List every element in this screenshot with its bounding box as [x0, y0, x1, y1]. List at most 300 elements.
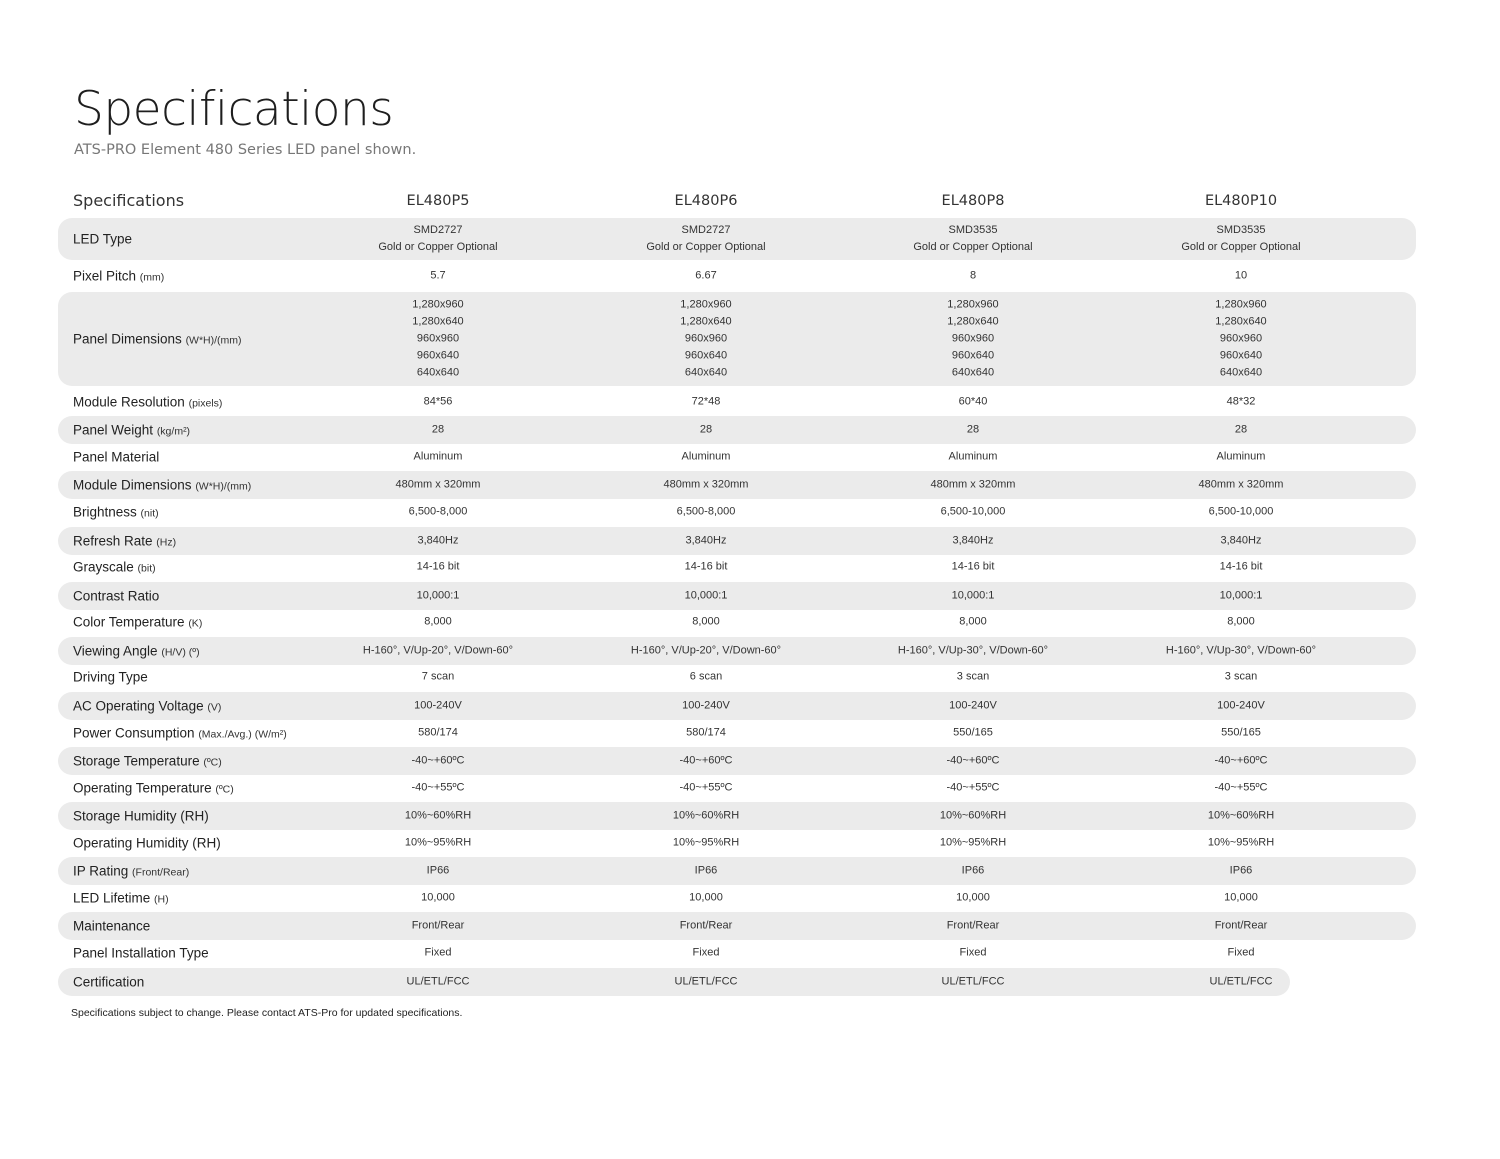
table-row — [58, 218, 1416, 260]
row-label-text: Grayscale — [73, 559, 138, 575]
row-label — [73, 644, 200, 659]
table-cell — [576, 890, 836, 907]
table-cell — [1111, 477, 1371, 494]
cell-value: UL/ETL/FCC — [674, 975, 738, 988]
cell-value: 10,000 — [1224, 891, 1258, 904]
table-cell — [843, 477, 1103, 494]
cell-value: -40~+55ºC — [411, 781, 465, 794]
row-label-text: Operating Humidity (RH) — [73, 835, 221, 851]
table-row — [58, 857, 1416, 885]
table-cell — [576, 780, 836, 797]
table-cell — [843, 725, 1103, 742]
row-label — [73, 505, 159, 520]
row-label — [73, 891, 169, 906]
cell-value: 3 scan — [1224, 670, 1258, 683]
cell-value: 14-16 bit — [684, 560, 728, 573]
row-label — [73, 615, 202, 630]
cell-value: H-160°, V/Up-30°, V/Down-60° — [1165, 644, 1317, 657]
table-cell — [843, 753, 1103, 770]
cell-value: Front/Rear — [946, 919, 1000, 932]
table-row — [58, 720, 1416, 746]
row-label-text: Certification — [73, 974, 145, 990]
table-cell — [1111, 725, 1371, 742]
cell-value: 10,000 — [689, 891, 723, 904]
table-row — [58, 416, 1416, 444]
row-label-text: Panel Material — [73, 449, 160, 465]
row-label — [73, 726, 287, 741]
cell-value: 28 — [699, 423, 713, 436]
table-cell — [843, 588, 1103, 605]
table-row — [58, 747, 1416, 775]
table-cell — [308, 808, 568, 825]
cell-value: 8,000 — [959, 615, 987, 628]
table-cell — [576, 504, 836, 521]
table-cell — [843, 698, 1103, 715]
table-cell — [576, 394, 836, 411]
cell-value: 580/174 — [418, 726, 458, 739]
cell-value: 3 scan — [956, 670, 990, 683]
cell-value: 10%~60%RH — [404, 809, 472, 822]
table-cell — [308, 725, 568, 742]
cell-value: 640x640 — [416, 366, 460, 379]
page-subtitle: ATS-PRO Element 480 Series LED panel shown. — [74, 142, 417, 158]
cell-value: 10,000:1 — [951, 589, 995, 602]
table-cell — [576, 698, 836, 715]
table-row — [58, 912, 1416, 940]
cell-value: 550/165 — [1221, 726, 1261, 739]
header-model: EL480P10 — [1204, 193, 1278, 209]
table-row — [58, 664, 1416, 690]
row-label-text: Maintenance — [73, 918, 151, 934]
table-cell — [308, 890, 568, 907]
table-cell — [308, 863, 568, 880]
cell-value: 14-16 bit — [951, 560, 995, 573]
table-row — [58, 499, 1416, 525]
row-label — [73, 809, 209, 824]
table-cell — [843, 559, 1103, 576]
table-cell — [1111, 533, 1371, 550]
row-label-unit: (ºC) — [215, 783, 234, 796]
table-cell — [308, 780, 568, 797]
table-cell — [1111, 945, 1371, 962]
table-cell — [843, 268, 1103, 285]
table-cell — [576, 422, 836, 439]
cell-value: 640x640 — [1219, 366, 1263, 379]
row-label — [73, 478, 251, 493]
table-cell — [843, 533, 1103, 550]
cell-value: 1,280x640 — [412, 315, 464, 328]
table-cell — [308, 559, 568, 576]
cell-value: Gold or Copper Optional — [646, 241, 766, 253]
cell-value: 10%~60%RH — [939, 809, 1007, 822]
row-label — [73, 332, 242, 347]
cell-value: 72*48 — [691, 395, 721, 408]
cell-value: -40~+55ºC — [946, 781, 1000, 794]
table-row — [58, 830, 1416, 856]
row-label — [73, 919, 150, 934]
cell-value: IP66 — [694, 864, 718, 877]
row-label — [73, 589, 159, 604]
row-label-text: Power Consumption — [73, 725, 199, 741]
footnote: Specifications subject to change. Please contact ATS-Pro for updated specifications. — [71, 1007, 463, 1019]
table-cell — [843, 780, 1103, 797]
cell-value: 10%~95%RH — [1207, 836, 1275, 849]
cell-value: H-160°, V/Up-20°, V/Down-60° — [630, 644, 782, 657]
table-cell — [1111, 835, 1371, 852]
cell-value: 960x640 — [684, 349, 728, 362]
table-cell — [308, 533, 568, 550]
row-label — [73, 670, 148, 685]
cell-value: 960x960 — [1219, 332, 1263, 345]
cell-value: Aluminum — [681, 450, 731, 463]
row-label-text: Storage Humidity (RH) — [73, 808, 209, 824]
row-label-text: Module Resolution — [73, 394, 189, 410]
cell-value: H-160°, V/Up-20°, V/Down-60° — [362, 644, 514, 657]
row-label-text: Refresh Rate — [73, 533, 157, 549]
table-cell — [308, 945, 568, 962]
table-cell — [308, 477, 568, 494]
cell-value: Gold or Copper Optional — [913, 241, 1033, 253]
cell-value: 6,500-8,000 — [408, 505, 468, 518]
spec-table-header — [58, 189, 1416, 213]
row-label-text: Storage Temperature — [73, 753, 204, 769]
cell-value: 100-240V — [949, 699, 997, 712]
cell-value: 1,280x960 — [1215, 298, 1267, 311]
table-cell — [1111, 918, 1371, 935]
table-row — [58, 802, 1416, 830]
row-label-text: Panel Dimensions — [73, 331, 186, 347]
cell-value: 10,000:1 — [1219, 589, 1263, 602]
table-cell — [843, 808, 1103, 825]
cell-value: SMD3535 — [1216, 224, 1266, 236]
cell-value: 480mm x 320mm — [930, 478, 1016, 491]
row-label — [73, 534, 176, 549]
table-cell — [1111, 863, 1371, 880]
table-row — [58, 554, 1416, 580]
cell-value: 8 — [969, 269, 977, 282]
table-row — [58, 471, 1416, 499]
table-cell — [576, 753, 836, 770]
cell-value: 10%~60%RH — [1207, 809, 1275, 822]
cell-value: 8,000 — [424, 615, 452, 628]
table-cell — [576, 614, 836, 631]
cell-value: 960x960 — [951, 332, 995, 345]
table-cell — [308, 297, 568, 382]
table-cell — [843, 863, 1103, 880]
table-cell — [308, 669, 568, 686]
table-cell — [1111, 669, 1371, 686]
cell-value: Fixed — [692, 946, 720, 959]
table-cell — [1111, 808, 1371, 825]
cell-value: 8,000 — [692, 615, 720, 628]
cell-value: 3,840Hz — [685, 534, 727, 547]
cell-value: 10%~60%RH — [672, 809, 740, 822]
cell-value: 8,000 — [1227, 615, 1255, 628]
cell-value: Aluminum — [948, 450, 998, 463]
cell-value: 100-240V — [682, 699, 730, 712]
table-cell — [1111, 222, 1371, 256]
cell-value: 3,840Hz — [1220, 534, 1262, 547]
table-cell — [1111, 559, 1371, 576]
row-label — [73, 754, 222, 769]
cell-value: 480mm x 320mm — [663, 478, 749, 491]
cell-value: 480mm x 320mm — [1198, 478, 1284, 491]
cell-value: 3,840Hz — [952, 534, 994, 547]
cell-value: SMD3535 — [948, 224, 998, 236]
table-cell — [1111, 268, 1371, 285]
table-cell — [1111, 504, 1371, 521]
row-label-unit: (pixels) — [188, 397, 223, 410]
table-cell — [843, 945, 1103, 962]
row-label — [73, 975, 144, 990]
table-cell — [1111, 422, 1371, 439]
cell-value: 550/165 — [953, 726, 993, 739]
row-label-unit: (H/V) (º) — [161, 646, 200, 659]
row-label-unit: (V) — [207, 701, 222, 714]
cell-value: -40~+60ºC — [411, 754, 465, 767]
cell-value: 10%~95%RH — [939, 836, 1007, 849]
cell-value: Fixed — [424, 946, 452, 959]
table-cell — [1111, 297, 1371, 382]
table-row — [58, 527, 1416, 555]
row-label-text: Panel Installation Type — [73, 945, 209, 961]
row-label-text: Brightness — [73, 504, 141, 520]
table-cell — [308, 753, 568, 770]
cell-value: 1,280x640 — [947, 315, 999, 328]
table-cell — [1111, 780, 1371, 797]
cell-value: IP66 — [426, 864, 450, 877]
table-cell — [843, 669, 1103, 686]
row-label-unit: (mm) — [139, 271, 165, 284]
table-cell — [576, 268, 836, 285]
row-label — [73, 232, 132, 247]
cell-value: 10,000:1 — [684, 589, 728, 602]
cell-value: 480mm x 320mm — [395, 478, 481, 491]
cell-value: 3,840Hz — [417, 534, 459, 547]
cell-value: 960x640 — [951, 349, 995, 362]
cell-value: 6,500-10,000 — [940, 505, 1006, 518]
cell-value: Fixed — [959, 946, 987, 959]
row-label — [73, 699, 221, 714]
table-row — [58, 263, 1416, 289]
header-model: EL480P6 — [674, 193, 738, 209]
cell-value: -40~+55ºC — [679, 781, 733, 794]
row-label — [73, 395, 222, 410]
table-cell — [576, 725, 836, 742]
table-row — [58, 775, 1416, 801]
row-label-unit: (Max./Avg.) (W/m²) — [198, 728, 287, 741]
table-cell — [576, 835, 836, 852]
cell-value: 960x640 — [416, 349, 460, 362]
cell-value: UL/ETL/FCC — [1209, 975, 1273, 988]
cell-value: 28 — [1234, 423, 1248, 436]
row-label-unit: (kg/m²) — [156, 425, 191, 438]
cell-value: 580/174 — [686, 726, 726, 739]
cell-value: 10,000:1 — [416, 589, 460, 602]
table-row — [58, 940, 1416, 966]
cell-value: 6.67 — [695, 269, 717, 282]
table-cell — [576, 974, 836, 991]
cell-value: Aluminum — [1216, 450, 1266, 463]
cell-value: UL/ETL/FCC — [941, 975, 1005, 988]
cell-value: 10,000 — [956, 891, 990, 904]
table-cell — [308, 268, 568, 285]
table-row — [58, 609, 1416, 635]
cell-value: 28 — [966, 423, 980, 436]
table-cell — [576, 297, 836, 382]
table-row — [58, 885, 1416, 911]
cell-value: Gold or Copper Optional — [1181, 241, 1301, 253]
cell-value: 6 scan — [689, 670, 723, 683]
cell-value: SMD2727 — [413, 224, 463, 236]
cell-value: 100-240V — [414, 699, 462, 712]
table-cell — [308, 918, 568, 935]
table-cell — [843, 835, 1103, 852]
row-label-text: Operating Temperature — [73, 780, 216, 796]
table-cell — [1111, 614, 1371, 631]
table-cell — [843, 449, 1103, 466]
table-row — [58, 444, 1416, 470]
cell-value: Front/Rear — [411, 919, 465, 932]
table-cell — [308, 614, 568, 631]
table-row — [58, 968, 1290, 996]
table-cell — [576, 222, 836, 256]
page-title: Specifications — [74, 82, 394, 137]
row-label — [73, 836, 221, 851]
cell-value: 5.7 — [430, 269, 446, 282]
cell-value: 960x960 — [416, 332, 460, 345]
table-cell — [308, 449, 568, 466]
table-cell — [843, 614, 1103, 631]
row-label — [73, 269, 164, 284]
row-label-text: LED Lifetime — [73, 890, 155, 906]
row-label-text: Panel Weight — [73, 422, 157, 438]
cell-value: Front/Rear — [679, 919, 733, 932]
row-label-unit: (H) — [154, 893, 169, 906]
table-row — [58, 637, 1416, 665]
table-cell — [1111, 394, 1371, 411]
row-label-unit: (Hz) — [156, 536, 177, 549]
table-cell — [308, 698, 568, 715]
table-cell — [308, 422, 568, 439]
row-label-unit: (W*H)/(mm) — [195, 480, 252, 493]
cell-value: Aluminum — [413, 450, 463, 463]
table-cell — [308, 974, 568, 991]
table-cell — [576, 669, 836, 686]
row-label — [73, 781, 234, 796]
cell-value: 10 — [1234, 269, 1248, 282]
row-label-text: Viewing Angle — [73, 643, 162, 659]
cell-value: -40~+60ºC — [1214, 754, 1268, 767]
table-cell — [308, 504, 568, 521]
table-cell — [576, 477, 836, 494]
cell-value: 1,280x640 — [680, 315, 732, 328]
table-cell — [843, 643, 1103, 660]
table-row — [58, 389, 1416, 415]
table-cell — [843, 297, 1103, 382]
cell-value: 640x640 — [684, 366, 728, 379]
row-label — [73, 560, 156, 575]
cell-value: IP66 — [961, 864, 985, 877]
cell-value: SMD2727 — [681, 224, 731, 236]
table-row — [58, 582, 1416, 610]
cell-value: H-160°, V/Up-30°, V/Down-60° — [897, 644, 1049, 657]
cell-value: 60*40 — [958, 395, 988, 408]
cell-value: 10%~95%RH — [672, 836, 740, 849]
cell-value: 10,000 — [421, 891, 455, 904]
cell-value: -40~+60ºC — [946, 754, 1000, 767]
cell-value: 1,280x640 — [1215, 315, 1267, 328]
table-cell — [843, 918, 1103, 935]
row-label-text: Contrast Ratio — [73, 588, 160, 604]
table-cell — [1111, 974, 1371, 991]
row-label-text: LED Type — [73, 231, 133, 247]
table-cell — [843, 394, 1103, 411]
table-cell — [843, 504, 1103, 521]
table-cell — [576, 808, 836, 825]
cell-value: Fixed — [1227, 946, 1255, 959]
table-cell — [308, 222, 568, 256]
row-label-text: Pixel Pitch — [73, 268, 140, 284]
cell-value: -40~+55ºC — [1214, 781, 1268, 794]
header-label: Specifications — [73, 191, 185, 210]
cell-value: 10%~95%RH — [404, 836, 472, 849]
row-label — [73, 946, 209, 961]
table-cell — [576, 945, 836, 962]
table-cell — [1111, 698, 1371, 715]
table-cell — [843, 422, 1103, 439]
table-cell — [576, 588, 836, 605]
row-label-unit: (ºC) — [203, 756, 222, 769]
table-cell — [576, 918, 836, 935]
cell-value: 84*56 — [423, 395, 453, 408]
row-label-unit: (W*H)/(mm) — [185, 334, 242, 347]
row-label-text: Driving Type — [73, 669, 148, 685]
table-cell — [843, 890, 1103, 907]
row-label-unit: (K) — [188, 617, 203, 630]
table-cell — [308, 835, 568, 852]
table-cell — [1111, 449, 1371, 466]
cell-value: 14-16 bit — [416, 560, 460, 573]
cell-value: 14-16 bit — [1219, 560, 1263, 573]
table-row — [58, 692, 1416, 720]
row-label — [73, 864, 189, 879]
table-cell — [843, 222, 1103, 256]
cell-value: 100-240V — [1217, 699, 1265, 712]
table-cell — [576, 449, 836, 466]
table-cell — [308, 643, 568, 660]
cell-value: UL/ETL/FCC — [406, 975, 470, 988]
row-label-unit: (Front/Rear) — [132, 866, 190, 879]
cell-value: 1,280x960 — [680, 298, 732, 311]
table-row — [58, 292, 1416, 386]
cell-value: 6,500-10,000 — [1208, 505, 1274, 518]
table-cell — [1111, 588, 1371, 605]
row-label-text: Module Dimensions — [73, 477, 196, 493]
table-cell — [1111, 753, 1371, 770]
cell-value: 1,280x960 — [412, 298, 464, 311]
table-cell — [308, 588, 568, 605]
header-model: EL480P5 — [406, 193, 470, 209]
cell-value: 6,500-8,000 — [676, 505, 736, 518]
cell-value: 48*32 — [1226, 395, 1256, 408]
cell-value: 28 — [431, 423, 445, 436]
table-cell — [576, 863, 836, 880]
row-label-text: Color Temperature — [73, 614, 189, 630]
row-label — [73, 450, 159, 465]
row-label-text: IP Rating — [73, 863, 133, 879]
cell-value: 7 scan — [421, 670, 455, 683]
